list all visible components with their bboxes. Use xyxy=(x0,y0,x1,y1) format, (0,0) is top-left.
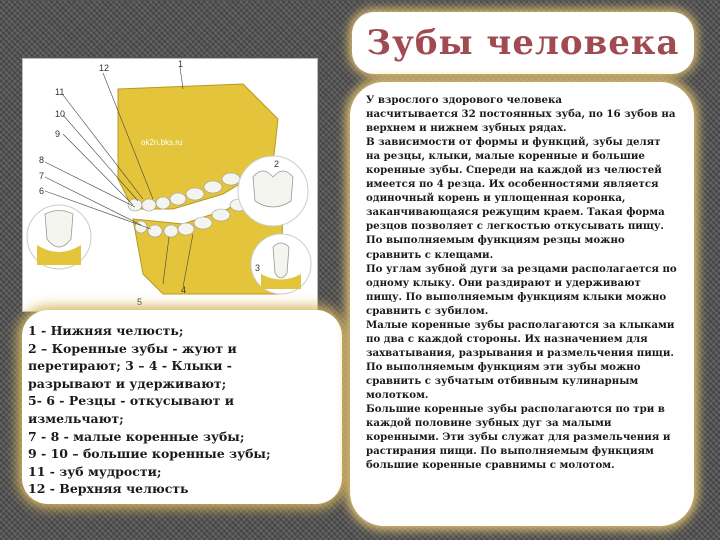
text-line: растирания пищи. По выполняемым функциям xyxy=(366,445,654,458)
legend-line: 2 – Коренные зубы - жуют и xyxy=(28,340,237,356)
legend-line: 9 - 10 – большие коренные зубы; xyxy=(28,446,271,462)
legend-line: перетирают; 3 – 4 - Клыки - xyxy=(28,358,232,374)
text-line: одиночный корень и уплощенная коронка, xyxy=(366,192,626,205)
figure-label: 11 xyxy=(55,87,65,97)
figure-label: 3 xyxy=(255,263,261,273)
text-line: По выполняемым функциям эти зубы можно xyxy=(366,360,641,373)
text-line: верхнем и нижнем зубных рядах. xyxy=(366,122,567,135)
figure-label: 1 xyxy=(178,59,184,69)
figure-label: 5 xyxy=(137,297,143,307)
text-line: Большие коренные зубы располагаются по три в xyxy=(366,403,665,416)
text-line: коренными. Эти зубы служат для размельчения и xyxy=(366,431,671,444)
body-text xyxy=(366,93,688,472)
text-line: на резцы, клыки, малые коренные и большие xyxy=(366,150,645,163)
text-line: У взрослого здорового человека xyxy=(366,94,562,106)
legend xyxy=(28,322,328,498)
figure-label: 10 xyxy=(55,109,66,119)
teeth-illustration xyxy=(22,58,318,312)
legend-line: 12 - Верхняя челюсть xyxy=(28,481,189,497)
text-line: имеется по 4 резца. Их особенностями является xyxy=(366,178,659,191)
legend-line: 7 - 8 - малые коренные зубы; xyxy=(28,428,245,444)
legend-line: измельчают; xyxy=(28,410,124,426)
figure-label: 4 xyxy=(181,285,187,295)
text-line: по два с каждой стороны. Их назначением для xyxy=(366,332,648,345)
legend-line: разрывают и удерживают; xyxy=(28,375,227,391)
text-line: захватывания, разрывания и размельчения пищи. xyxy=(366,346,674,359)
figure-label: 12 xyxy=(99,63,110,73)
figure-label: 9 xyxy=(55,129,61,139)
text-line: каждой половине зубных дуг за малыми xyxy=(366,417,612,430)
text-line: В зависимости от формы и функций, зубы делят xyxy=(366,136,661,149)
text-line: большие коренные сравнимы с молотом. xyxy=(366,459,615,472)
legend-line: 5- 6 - Резцы - откусывают и xyxy=(28,393,235,409)
figure-label: 6 xyxy=(39,186,45,196)
incisor-inset xyxy=(27,205,91,269)
figure-label: 8 xyxy=(39,155,45,165)
text-line: По углам зубной дуги за резцами располагается по xyxy=(366,262,677,275)
text-line: сравнить с зубчатым отбивным кулинарным xyxy=(366,374,639,387)
text-line: коренные зубы. Спереди на каждой из челюстей xyxy=(366,164,662,177)
page-title: Зубы человека xyxy=(366,23,680,63)
molar-inset xyxy=(238,156,308,226)
figure-label: 7 xyxy=(39,171,45,181)
text-line: насчитывается 32 постоянных зуба, по 16 зубов на xyxy=(366,108,676,121)
text-line: сравнить с зубилом. xyxy=(366,304,489,317)
legend-line: 1 - Нижняя челюсть; xyxy=(28,323,184,338)
text-line: молотком. xyxy=(366,388,429,401)
text-line: заканчивающаяся режущим краем. Такая форма xyxy=(366,206,665,219)
watermark: ok2n.bks.ru xyxy=(141,138,183,147)
title-box xyxy=(352,12,694,74)
text-line: По выполняемым функциям резцы можно xyxy=(366,234,625,247)
figure-label: 2 xyxy=(274,159,280,169)
jaw-diagram xyxy=(23,59,317,311)
text-line: одному клыку. Они раздирают и удерживают xyxy=(366,276,641,289)
text-line: Малые коренные зубы располагаются за клыками xyxy=(366,318,675,331)
legend-line: 11 - зуб мудрости; xyxy=(28,463,162,479)
text-line: сравнить с клещами. xyxy=(366,248,494,261)
text-line: резцов позволяет с легкостью откусывать пищу. xyxy=(366,220,664,233)
text-line: пищу. По выполняемым функциям клыки можно xyxy=(366,290,667,303)
